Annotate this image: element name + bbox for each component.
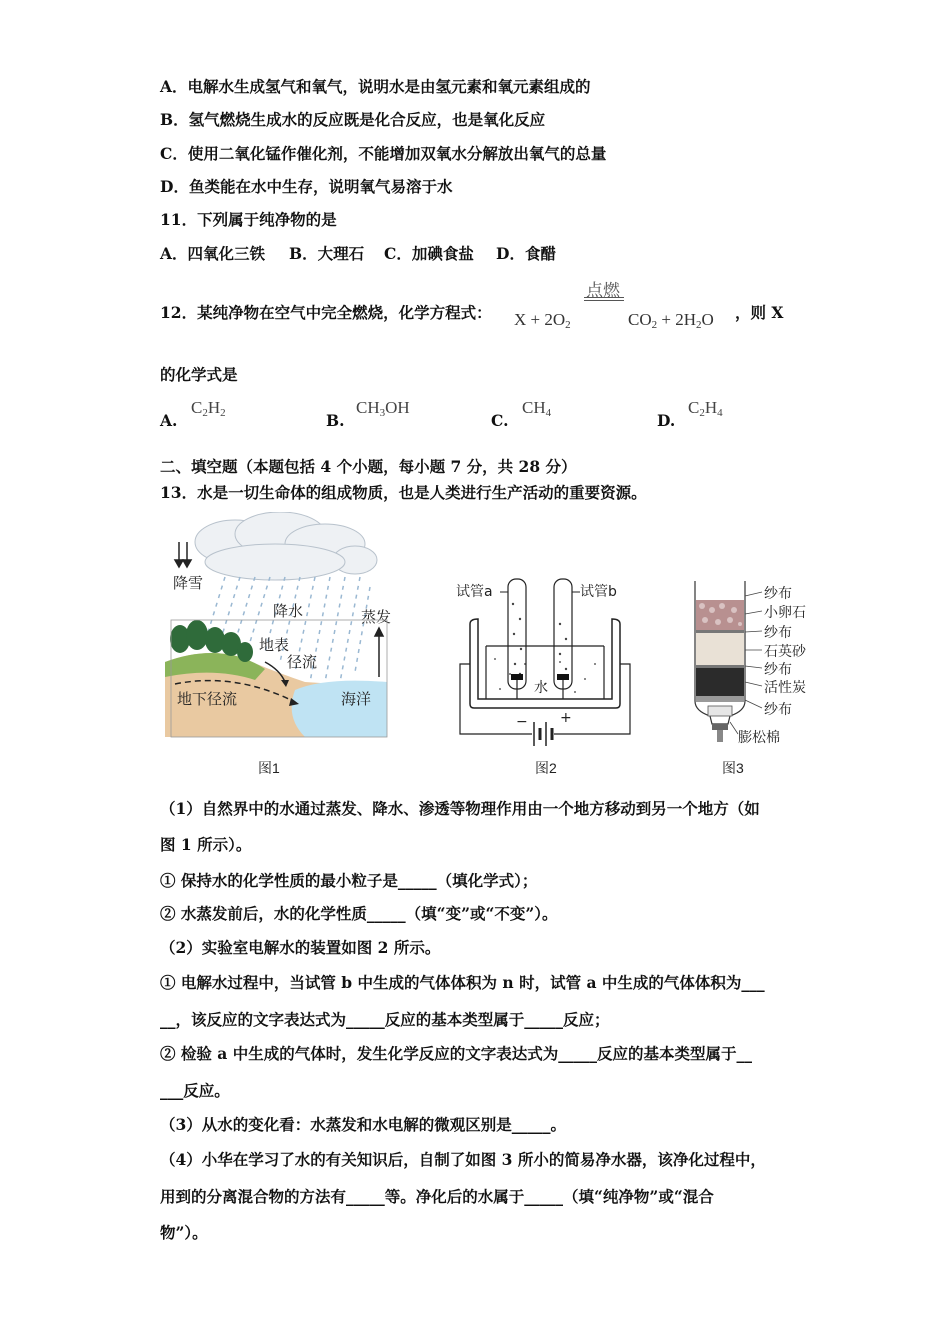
q13-part4-line1: （4）小华在学习了水的有关知识后，自制了如图 3 所小的简易净水器，该净化过程中， bbox=[160, 1150, 766, 1169]
condition-line-top bbox=[584, 297, 624, 298]
section-heading: 二、填空题（本题包括 4 个小题，每小题 7 分，共 28 分） bbox=[160, 457, 577, 476]
label-tube-a: 试管a bbox=[456, 584, 493, 600]
electrode-b bbox=[557, 674, 569, 680]
layer-gauze-4 bbox=[696, 696, 744, 702]
q12-option-d: $C_2H_4$ bbox=[688, 398, 723, 419]
q12-option-a-label: A. bbox=[160, 411, 178, 430]
label-gauze-1: 纱布 bbox=[764, 586, 792, 602]
q12-option-a: $C_2H_2$ bbox=[191, 398, 226, 419]
label-water: 水 bbox=[534, 680, 548, 696]
layer-activated-carbon bbox=[696, 668, 744, 696]
layer-quartz-sand bbox=[696, 633, 744, 665]
valve-spout bbox=[717, 730, 723, 742]
q10-option-d: D．鱼类能在水中生存，说明氧气易溶于水 bbox=[160, 177, 453, 196]
label-tube-b: 试管b bbox=[580, 584, 617, 600]
equation-products: $CO_2 + 2H_2O$ bbox=[628, 310, 714, 331]
ocean-water bbox=[292, 681, 387, 737]
q13-part2-q2-line1: ② 检验 a 中生成的气体时，发生化学反应的文字表达式为_____反应的基本类型属于__ bbox=[160, 1044, 752, 1063]
q13-part4-line2: 用到的分离混合物的方法有_____等。净化后的水属于_____（填“纯净物”或“混合 bbox=[160, 1187, 714, 1206]
q13-part2-q1-line2: __，该反应的文字表达式为_____反应的基本类型属于_____反应； bbox=[160, 1010, 610, 1029]
q13-part1-line2: 图 1 所示）。 bbox=[160, 835, 252, 854]
label-gauze-2: 纱布 bbox=[764, 625, 792, 641]
label-quartz-sand: 石英砂 bbox=[764, 644, 806, 660]
figure-3-caption: 图3 bbox=[722, 760, 744, 776]
test-tube-a bbox=[508, 579, 526, 689]
figure-2-caption: 图2 bbox=[535, 760, 557, 776]
q10-option-a: A．电解水生成氢气和氧气，说明水是由氢元素和氧元素组成的 bbox=[160, 77, 591, 96]
label-activated-carbon: 活性炭 bbox=[764, 680, 806, 696]
label-surface-2: 径流 bbox=[287, 653, 318, 671]
q13-part4-line3: 物”）。 bbox=[160, 1223, 208, 1242]
q13-part1-q1: ① 保持水的化学性质的最小粒子是_____（填化学式）； bbox=[160, 871, 538, 890]
q12-stem-tail: ，则 X bbox=[735, 303, 784, 322]
label-gauze-3: 纱布 bbox=[764, 662, 792, 678]
q12-option-d-label: D. bbox=[657, 411, 676, 430]
q11-stem: 11．下列属于纯净物的是 bbox=[160, 210, 337, 229]
figure-1-water-cycle bbox=[165, 512, 395, 744]
label-minus: − bbox=[516, 714, 528, 730]
q12-option-c-label: C. bbox=[491, 411, 509, 430]
q11-option-a: A．四氧化三铁 bbox=[160, 244, 266, 263]
q13-part1-line1: （1）自然界中的水通过蒸发、降水、渗透等物理作用由一个地方移动到另一个地方（如 bbox=[160, 799, 760, 818]
valve-body bbox=[712, 724, 728, 730]
electrode-a bbox=[511, 674, 523, 680]
reaction-condition: 点燃 bbox=[586, 281, 620, 300]
q13-stem: 13．水是一切生命体的组成物质，也是人类进行生产活动的重要资源。 bbox=[160, 483, 647, 502]
q11-option-c: C．加碘食盐 bbox=[384, 244, 474, 263]
label-gauze-4: 纱布 bbox=[764, 702, 792, 718]
label-evaporation: 蒸发 bbox=[361, 608, 392, 626]
equation-reactants: $X + 2O_2$ bbox=[514, 310, 571, 331]
q13-part1-q2: ② 水蒸发前后，水的化学性质_____（填“变”或“不变”）。 bbox=[160, 904, 558, 923]
label-precipitation: 降水 bbox=[273, 602, 304, 620]
battery-icon bbox=[534, 722, 552, 746]
q13-part2: （2）实验室电解水的装置如图 2 所示。 bbox=[160, 938, 441, 957]
label-plus: + bbox=[560, 710, 572, 726]
q10-option-c: C．使用二氧化锰作催化剂，不能增加双氧水分解放出氧气的总量 bbox=[160, 144, 607, 163]
q12-option-b: $CH_3OH$ bbox=[356, 398, 410, 419]
label-snow: 降雪 bbox=[173, 574, 204, 592]
q10-option-b: B．氢气燃烧生成水的反应既是化合反应，也是氧化反应 bbox=[160, 110, 546, 129]
q13-part3: （3）从水的变化看：水蒸发和水电解的微观区别是_____。 bbox=[160, 1115, 567, 1134]
layer-gauze-2 bbox=[696, 630, 744, 633]
label-ocean: 海洋 bbox=[341, 690, 372, 708]
label-pebbles: 小卵石 bbox=[764, 605, 806, 621]
q12-option-b-label: B. bbox=[326, 411, 345, 430]
q13-part2-q1-line1: ① 电解水过程中，当试管 b 中生成的气体体积为 n 时，试管 a 中生成的气体体积为___ bbox=[160, 973, 765, 992]
figure-1-caption: 图1 bbox=[258, 760, 280, 776]
condition-line-bottom bbox=[584, 300, 624, 301]
label-surface-1: 地表 bbox=[259, 636, 290, 654]
q12-option-c: $CH_4$ bbox=[522, 398, 552, 419]
q12-stem: 12．某纯净物在空气中完全燃烧，化学方程式： bbox=[160, 303, 492, 322]
test-tube-b bbox=[554, 579, 572, 689]
label-cotton: 膨松棉 bbox=[738, 730, 780, 746]
layer-cotton bbox=[708, 706, 732, 716]
figure-2-electrolysis bbox=[450, 574, 640, 754]
layer-gauze-3 bbox=[696, 665, 744, 668]
q13-part2-q2-line2: ___反应。 bbox=[160, 1081, 230, 1100]
q12-stem-2: 的化学式是 bbox=[160, 365, 238, 384]
q11-option-b: B．大理石 bbox=[289, 244, 365, 263]
figure-3-water-purifier bbox=[690, 576, 830, 746]
tube-a-bubbles bbox=[512, 603, 522, 675]
label-underground-runoff: 地下径流 bbox=[177, 690, 238, 708]
q11-option-d: D．食醋 bbox=[496, 244, 556, 263]
